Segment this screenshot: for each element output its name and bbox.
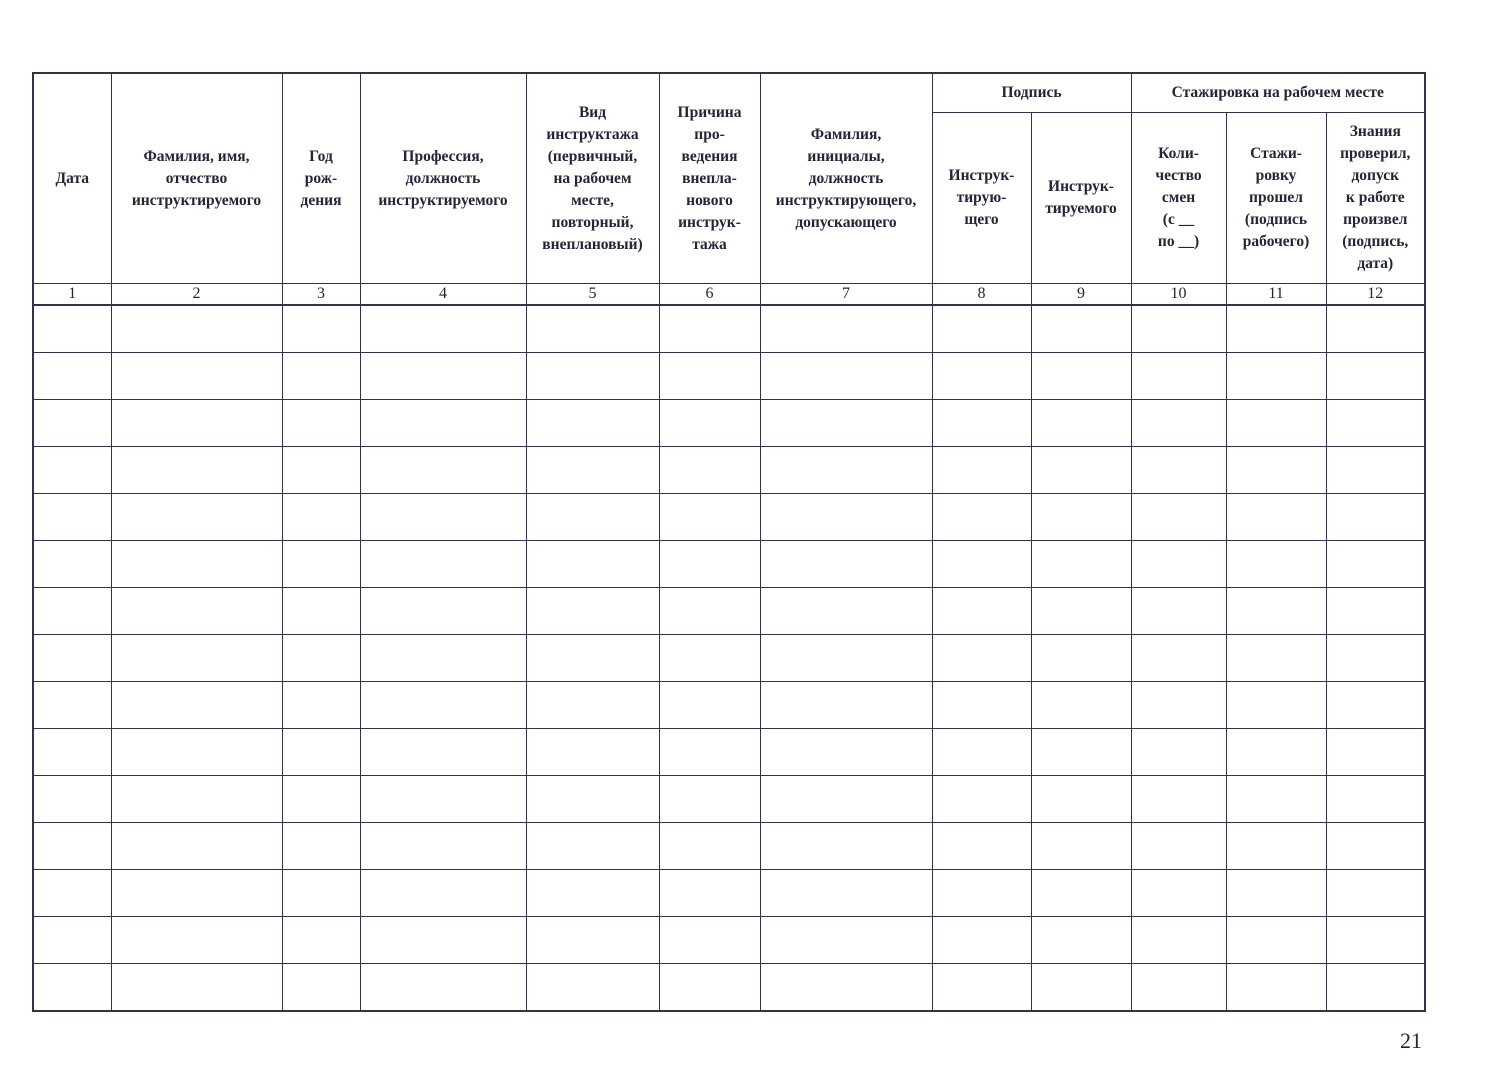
table-cell [33,353,111,400]
table-cell [1326,494,1425,541]
table-row [33,823,1425,870]
table-cell [760,541,932,588]
table-cell [760,870,932,917]
table-cell [33,588,111,635]
table-cell [1131,870,1226,917]
table-cell [932,682,1031,729]
table-cell [1131,729,1226,776]
table-cell [111,917,282,964]
table-cell [111,682,282,729]
table-cell [932,447,1031,494]
table-cell [760,588,932,635]
table-cell [282,870,360,917]
table-cell [526,494,659,541]
table-cell [360,447,526,494]
table-cell [526,588,659,635]
table-cell [360,494,526,541]
table-cell [526,870,659,917]
column-number: 11 [1226,284,1326,306]
header-unscheduled-reason: Причина про- ведения внепла- нового инструк- тажа [659,73,760,284]
table-cell [360,588,526,635]
table-cell [1226,635,1326,682]
table-cell [111,729,282,776]
table-cell [659,353,760,400]
table-cell [282,494,360,541]
table-cell [1031,588,1131,635]
table-row [33,353,1425,400]
table-cell [1031,305,1131,353]
table-cell [360,729,526,776]
table-cell [111,588,282,635]
table-cell [659,400,760,447]
column-number: 2 [111,284,282,306]
table-cell [526,682,659,729]
table-cell [1226,823,1326,870]
table-cell [659,964,760,1012]
table-cell [360,635,526,682]
table-cell [932,917,1031,964]
table-cell [1226,964,1326,1012]
table-cell [659,635,760,682]
table-cell [360,305,526,353]
table-cell [1326,353,1425,400]
table-cell [659,823,760,870]
table-cell [659,917,760,964]
table-cell [1326,635,1425,682]
table-cell [932,776,1031,823]
table-cell [1226,588,1326,635]
table-cell [1031,635,1131,682]
table-cell [1326,447,1425,494]
table-cell [1031,353,1131,400]
table-cell [932,305,1031,353]
table-cell [111,635,282,682]
table-cell [1031,447,1131,494]
column-number: 4 [360,284,526,306]
table-cell [526,635,659,682]
table-cell [1226,917,1326,964]
column-number: 10 [1131,284,1226,306]
header-instructor: Фамилия, инициалы, должность инструктирующего, допускающего [760,73,932,284]
table-cell [111,870,282,917]
table-cell [282,588,360,635]
blank-rows [33,305,1425,1011]
table-cell [1131,494,1226,541]
table-cell [760,776,932,823]
table-cell [282,729,360,776]
table-cell [282,917,360,964]
table-cell [526,400,659,447]
table-cell [1326,917,1425,964]
table-row [33,964,1425,1012]
table-cell [360,870,526,917]
column-number: 5 [526,284,659,306]
table-cell [659,447,760,494]
table-cell [111,823,282,870]
table-cell [33,729,111,776]
table-cell [111,964,282,1012]
table-cell [33,447,111,494]
table-cell [360,400,526,447]
table-cell [1131,917,1226,964]
table-cell [1226,541,1326,588]
table-cell [760,400,932,447]
table-cell [33,541,111,588]
table-cell [33,635,111,682]
table-cell [360,964,526,1012]
table-cell [111,305,282,353]
table-cell [760,305,932,353]
table-cell [1031,400,1131,447]
table-cell [282,447,360,494]
header-briefing-type: Вид инструктажа (первичный, на рабочем месте, повторный, внеплановый) [526,73,659,284]
table-cell [1031,729,1131,776]
table-cell [659,588,760,635]
table-cell [33,400,111,447]
table-cell [760,964,932,1012]
table-cell [1031,870,1131,917]
table-cell [33,494,111,541]
table-cell [282,964,360,1012]
column-number: 9 [1031,284,1131,306]
table-cell [659,776,760,823]
table-cell [33,823,111,870]
table-cell [33,870,111,917]
column-number: 6 [659,284,760,306]
header-sig-instructor: Инструк- тирую- щего [932,113,1031,284]
table-cell [526,823,659,870]
table-cell [33,776,111,823]
column-number: 7 [760,284,932,306]
table-cell [1226,447,1326,494]
table-cell [1031,917,1131,964]
table-cell [526,353,659,400]
header-internship-group: Стажировка на рабочем месте [1131,73,1425,113]
table-cell [111,494,282,541]
table-cell [760,823,932,870]
table-row [33,917,1425,964]
table-cell [1326,305,1425,353]
table-cell [1031,776,1131,823]
column-number: 12 [1326,284,1425,306]
table-cell [111,447,282,494]
table-cell [1131,588,1226,635]
table-cell [932,823,1031,870]
table-cell [526,964,659,1012]
table-row [33,447,1425,494]
table-cell [1131,305,1226,353]
table-cell [1226,729,1326,776]
table-cell [1031,494,1131,541]
table-cell [526,729,659,776]
header-shifts-count: Коли- чество смен (с __ по __) [1131,113,1226,284]
table-cell [282,635,360,682]
table-cell [1131,823,1226,870]
table-cell [932,400,1031,447]
table-cell [932,729,1031,776]
table-cell [1326,682,1425,729]
table-cell [526,917,659,964]
table-cell [1326,870,1425,917]
table-cell [760,494,932,541]
header-full-name: Фамилия, имя, отчество инструктируемого [111,73,282,284]
table-cell [282,400,360,447]
table-cell [33,682,111,729]
table-cell [1226,682,1326,729]
table-cell [111,353,282,400]
table-cell [1326,964,1425,1012]
table-row [33,541,1425,588]
table-cell [932,588,1031,635]
table-cell [1326,588,1425,635]
table-cell [111,541,282,588]
table-row [33,729,1425,776]
table-cell [360,541,526,588]
table-cell [1226,305,1326,353]
table-cell [1226,870,1326,917]
table-cell [659,729,760,776]
table-row [33,494,1425,541]
table-cell [282,305,360,353]
table-cell [1131,447,1226,494]
table-cell [1326,776,1425,823]
table-cell [111,776,282,823]
table-cell [659,870,760,917]
header-knowledge-checked: Знания проверил, допуск к работе произвел (подпись, дата) [1326,113,1425,284]
table-cell [659,682,760,729]
table-cell [526,541,659,588]
header-internship-passed: Стажи- ровку прошел (подпись рабочего) [1226,113,1326,284]
header-signature-group: Подпись [932,73,1131,113]
header-date: Дата [33,73,111,284]
table-cell [1131,400,1226,447]
table-cell [33,964,111,1012]
table-cell [1326,400,1425,447]
table-cell [526,305,659,353]
table-cell [1031,964,1131,1012]
table-cell [1226,776,1326,823]
table-cell [33,305,111,353]
header-sig-instructed: Инструк- тируемого [1031,113,1131,284]
table-cell [659,494,760,541]
table-row [33,682,1425,729]
column-number-row [33,284,1425,306]
table-cell [1031,682,1131,729]
table-row [33,305,1425,353]
page-number: 21 [1400,1028,1422,1053]
table-cell [932,964,1031,1012]
table-cell [360,353,526,400]
table-cell [760,917,932,964]
header-profession: Профессия, должность инструктируемого [360,73,526,284]
table-cell [33,917,111,964]
table-cell [760,635,932,682]
table-cell [1131,635,1226,682]
table-cell [1226,353,1326,400]
table-row [33,776,1425,823]
table-cell [360,682,526,729]
table-cell [932,870,1031,917]
column-number: 1 [33,284,111,306]
table-cell [1326,729,1425,776]
table-cell [282,823,360,870]
table-cell [932,353,1031,400]
table-cell [282,682,360,729]
table-cell [1326,823,1425,870]
column-number: 8 [932,284,1031,306]
table-cell [526,776,659,823]
table-row [33,400,1425,447]
table-cell [1131,682,1226,729]
header-birth-year: Год рож- дения [282,73,360,284]
table-cell [932,635,1031,682]
table-cell [1226,400,1326,447]
table-cell [1131,353,1226,400]
table-cell [932,541,1031,588]
table-cell [360,823,526,870]
table-cell [760,682,932,729]
table-cell [760,353,932,400]
table-cell [1131,964,1226,1012]
table-cell [760,447,932,494]
table-cell [282,541,360,588]
table-cell [360,776,526,823]
table-cell [1031,541,1131,588]
table-cell [1226,494,1326,541]
briefing-journal-table [32,72,1426,1012]
table-cell [1131,776,1226,823]
table-cell [1131,541,1226,588]
table-cell [360,917,526,964]
table-cell [282,776,360,823]
table-cell [760,729,932,776]
table-cell [111,400,282,447]
table-cell [659,541,760,588]
table-cell [1326,541,1425,588]
table-cell [526,447,659,494]
table-row [33,870,1425,917]
table-cell [1031,823,1131,870]
table-cell [932,494,1031,541]
table-cell [659,305,760,353]
table-row [33,588,1425,635]
column-number: 3 [282,284,360,306]
table-row [33,635,1425,682]
table-cell [282,353,360,400]
